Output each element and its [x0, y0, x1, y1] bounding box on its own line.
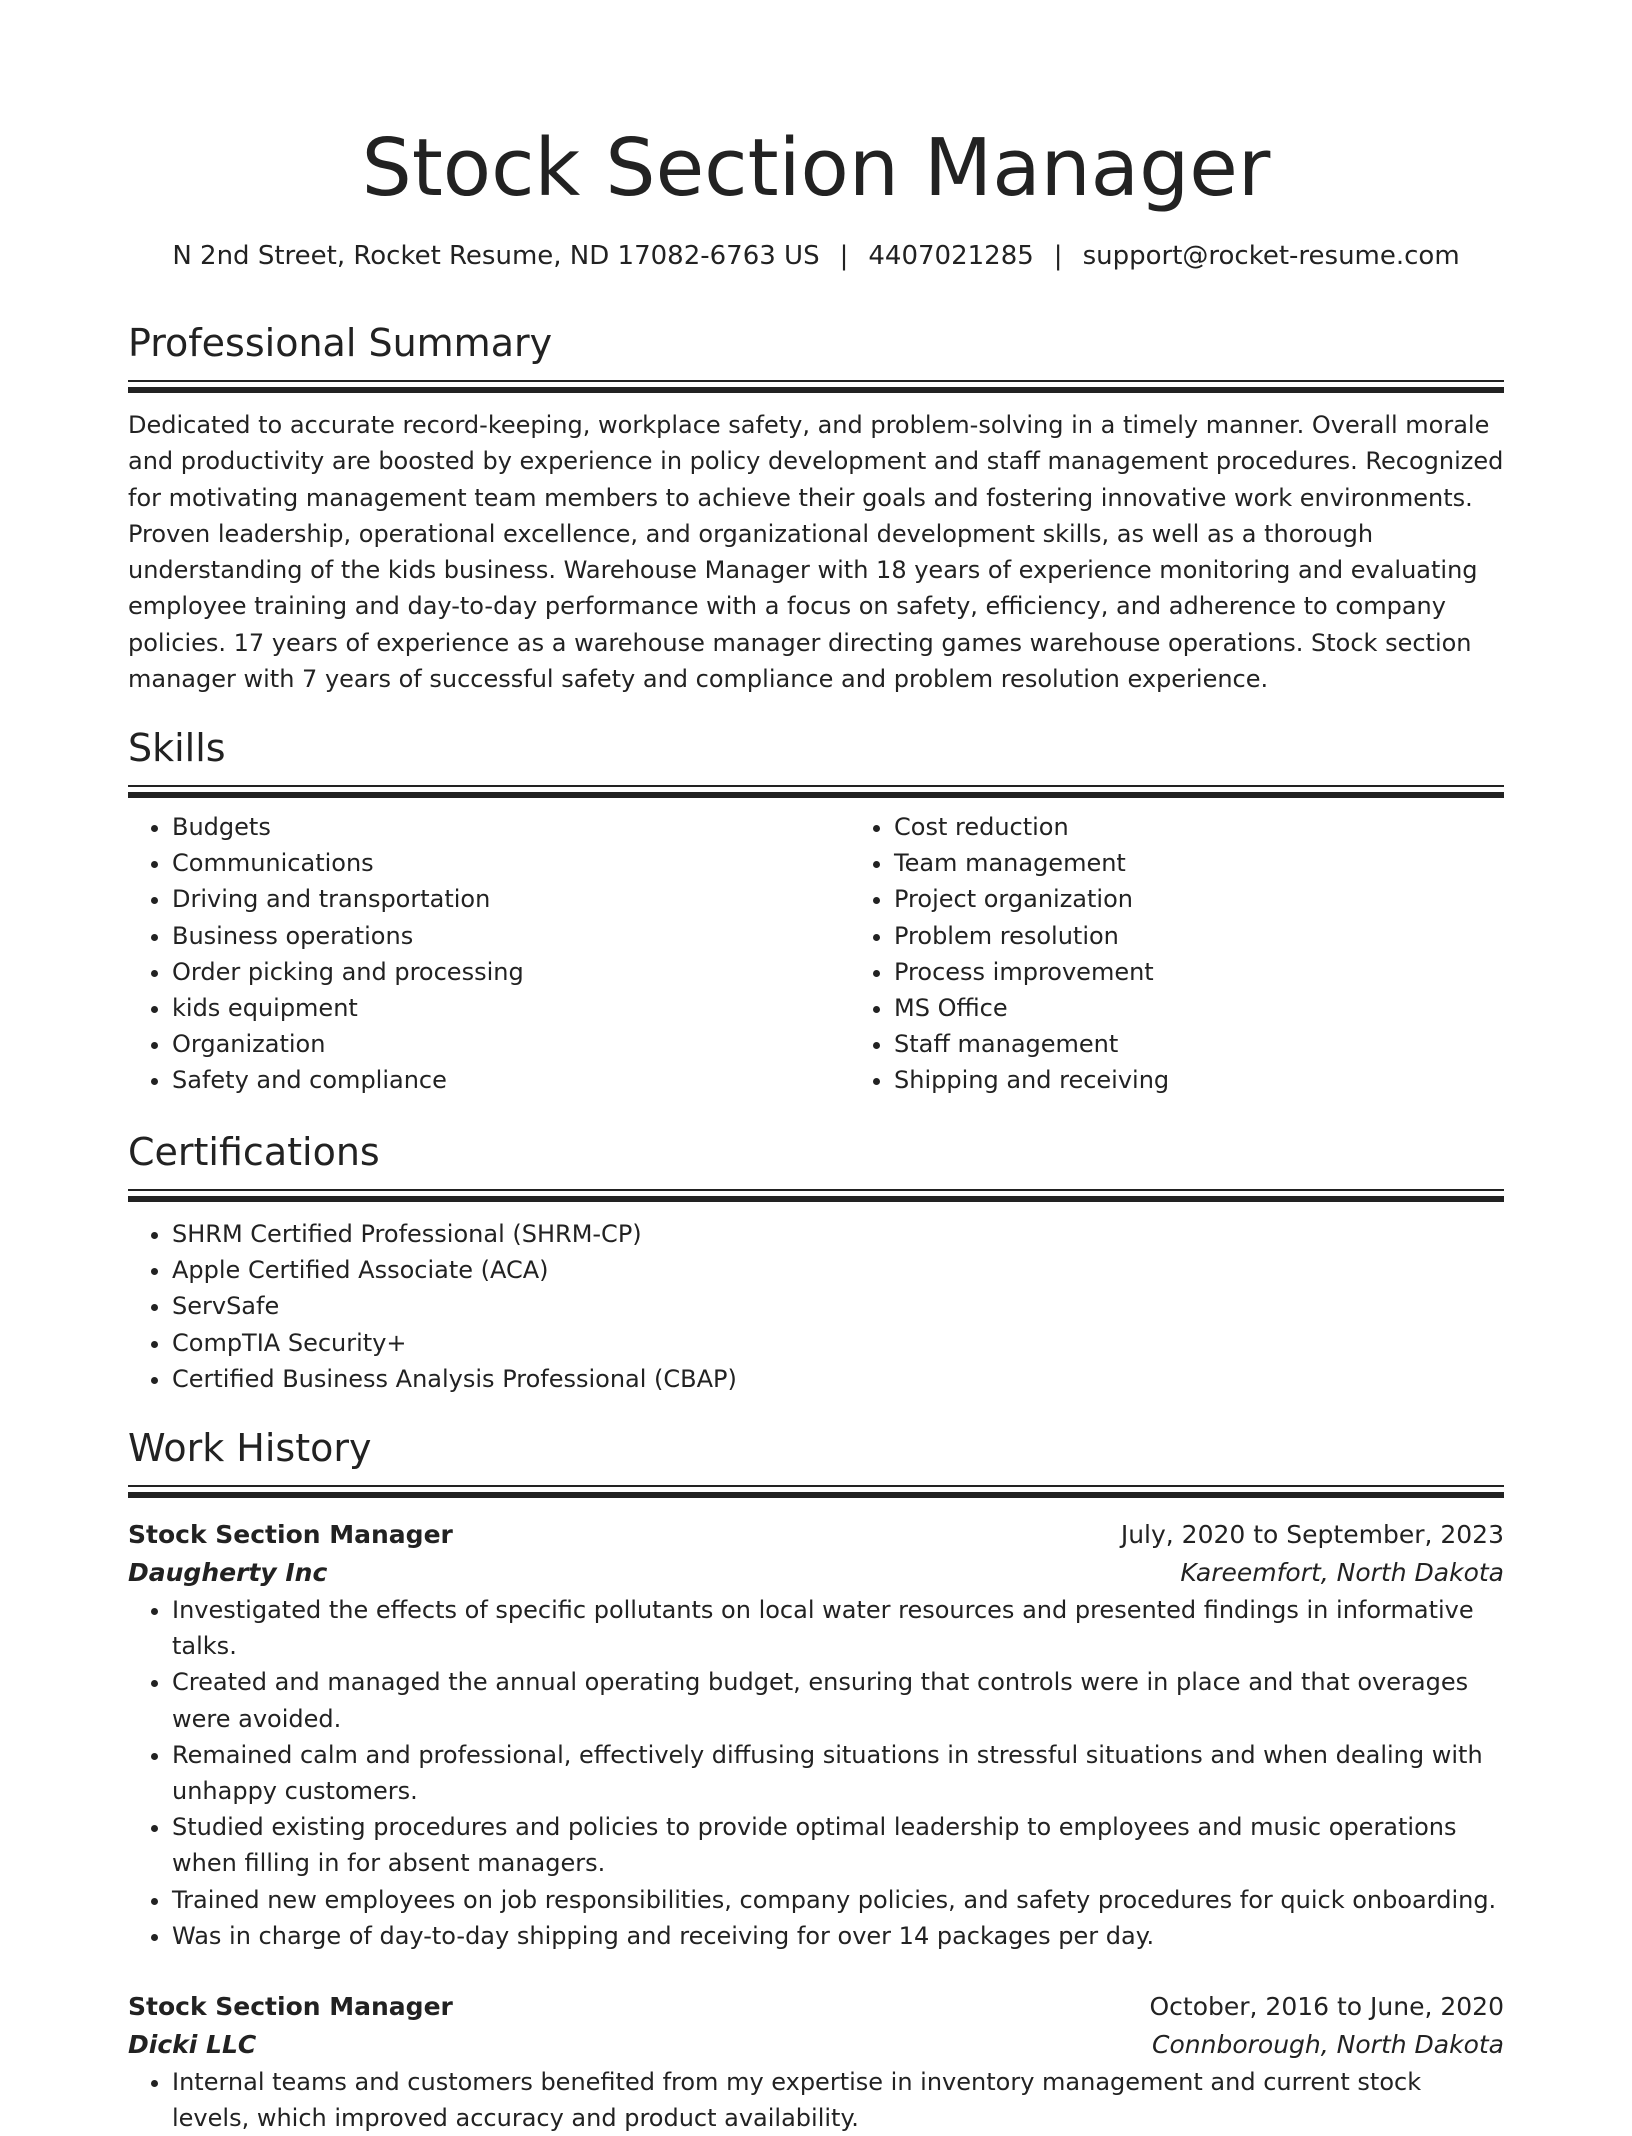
certification-item: • Certified Business Analysis Professional (CBAP) — [172, 1361, 1504, 1397]
skill-item: • Budgets — [172, 809, 850, 845]
skill-item: • Team management — [894, 845, 1572, 881]
skill-item: • Project organization — [894, 881, 1572, 917]
skills-list-left — [128, 809, 850, 1099]
skill-item: • Cost reduction — [894, 809, 1572, 845]
job-location: Connborough, North Dakota — [1152, 2030, 1504, 2060]
job-duty-item: • Was in charge of day-to-day shipping and receiving for over 14 packages per day. — [172, 1918, 1504, 1954]
skill-item: • Process improvement — [894, 954, 1572, 990]
job-entry — [128, 1988, 1504, 2136]
job-duties-list — [128, 1592, 1504, 1954]
job-duty-item: • Created and managed the annual operating budget, ensuring that controls were in place and that overages were avoided. — [172, 1664, 1504, 1736]
section-divider — [128, 387, 1504, 393]
job-title: Stock Section Manager — [128, 1992, 453, 2022]
skills-list-right — [850, 809, 1572, 1099]
summary-section — [128, 318, 1504, 697]
skill-item: • Staff management — [894, 1026, 1572, 1062]
skills-columns — [128, 809, 1504, 1099]
certifications-list — [128, 1216, 1504, 1397]
skill-item: • Driving and transportation — [172, 881, 850, 917]
job-company: Dicki LLC — [128, 2030, 257, 2060]
job-header-row — [128, 1516, 1504, 1554]
skills-heading: Skills — [128, 726, 226, 770]
job-entry — [128, 1516, 1504, 1954]
skill-item: • kids equipment — [172, 990, 850, 1026]
summary-heading: Professional Summary — [128, 321, 553, 365]
job-header-row — [128, 1988, 1504, 2026]
section-divider — [128, 380, 1504, 382]
skill-item: • Business operations — [172, 918, 850, 954]
skill-item: • Communications — [172, 845, 850, 881]
section-divider — [128, 1196, 1504, 1202]
job-dates: July, 2020 to September, 2023 — [1120, 1520, 1504, 1549]
job-company-row — [128, 1554, 1504, 1592]
contact-separator: | — [1053, 241, 1063, 271]
work-history-section — [128, 1423, 1504, 2136]
certification-item: • ServSafe — [172, 1288, 1504, 1324]
job-duty-item: • Internal teams and customers benefited from my expertise in inventory management and current stock levels, which improved accuracy and product availability. — [172, 2064, 1504, 2136]
resume-name: Stock Section Manager — [361, 122, 1271, 214]
contact-separator: | — [839, 241, 849, 271]
section-divider — [128, 1189, 1504, 1191]
contact-line — [0, 238, 1632, 274]
skill-item: • MS Office — [894, 990, 1572, 1026]
section-divider — [128, 792, 1504, 798]
certification-item: • CompTIA Security+ — [172, 1325, 1504, 1361]
job-location: Kareemfort, North Dakota — [1180, 1558, 1504, 1587]
job-duty-item: • Remained calm and professional, effectively diffusing situations in stressful situations and when dealing with unhappy customers. — [172, 1737, 1504, 1809]
certification-item: • SHRM Certified Professional (SHRM-CP) — [172, 1216, 1504, 1252]
skill-item: • Organization — [172, 1026, 850, 1062]
job-duty-item: • Investigated the effects of specific pollutants on local water resources and presented findings in informative talks. — [172, 1592, 1504, 1664]
job-duty-item: • Studied existing procedures and policies to provide optimal leadership to employees and music operations when filling in for absent managers. — [172, 1809, 1504, 1881]
work-history-heading: Work History — [128, 1426, 372, 1470]
certification-item: • Apple Certified Associate (ACA) — [172, 1252, 1504, 1288]
certifications-section — [128, 1127, 1504, 1397]
certifications-heading: Certifications — [128, 1130, 380, 1174]
job-duties-list — [128, 2064, 1504, 2136]
skill-item: • Problem resolution — [894, 918, 1572, 954]
contact-phone: 4407021285 — [868, 241, 1034, 271]
job-dates: October, 2016 to June, 2020 — [1149, 1992, 1504, 2022]
skill-item: • Safety and compliance — [172, 1062, 850, 1098]
section-divider — [128, 1485, 1504, 1487]
skills-section — [128, 723, 1504, 1099]
skill-item: • Order picking and processing — [172, 954, 850, 990]
summary-text: Dedicated to accurate record-keeping, workplace safety, and problem-solving in a timely manner. Overall morale and productivity are boosted by experience in policy development and staff management procedures. Recognized for motivating management team members to achieve their goals and fostering innovative work environments. Proven leadership, operational excellence, and organizational development skills, as well as a thorough understanding of the kids business. Warehouse Manager with 18 years of experience monitoring and evaluating employee training and day-to-day performance with a focus on safety, efficiency, and adherence to company policies. 17 years of experience as a warehouse manager directing games warehouse operations. Stock section manager with 7 years of successful safety and compliance and problem resolution experience. — [128, 411, 1504, 694]
job-title: Stock Section Manager — [128, 1520, 453, 1549]
job-duty-item: • Trained new employees on job responsibilities, company policies, and safety procedures for quick onboarding. — [172, 1882, 1504, 1918]
job-company-row — [128, 2026, 1504, 2064]
section-divider — [128, 785, 1504, 787]
job-company: Daugherty Inc — [128, 1558, 328, 1587]
skill-item: • Shipping and receiving — [894, 1062, 1572, 1098]
contact-address: N 2nd Street, Rocket Resume, ND 17082-6763 US — [172, 241, 820, 271]
contact-email: support@rocket-resume.com — [1082, 241, 1460, 271]
section-divider — [128, 1492, 1504, 1498]
